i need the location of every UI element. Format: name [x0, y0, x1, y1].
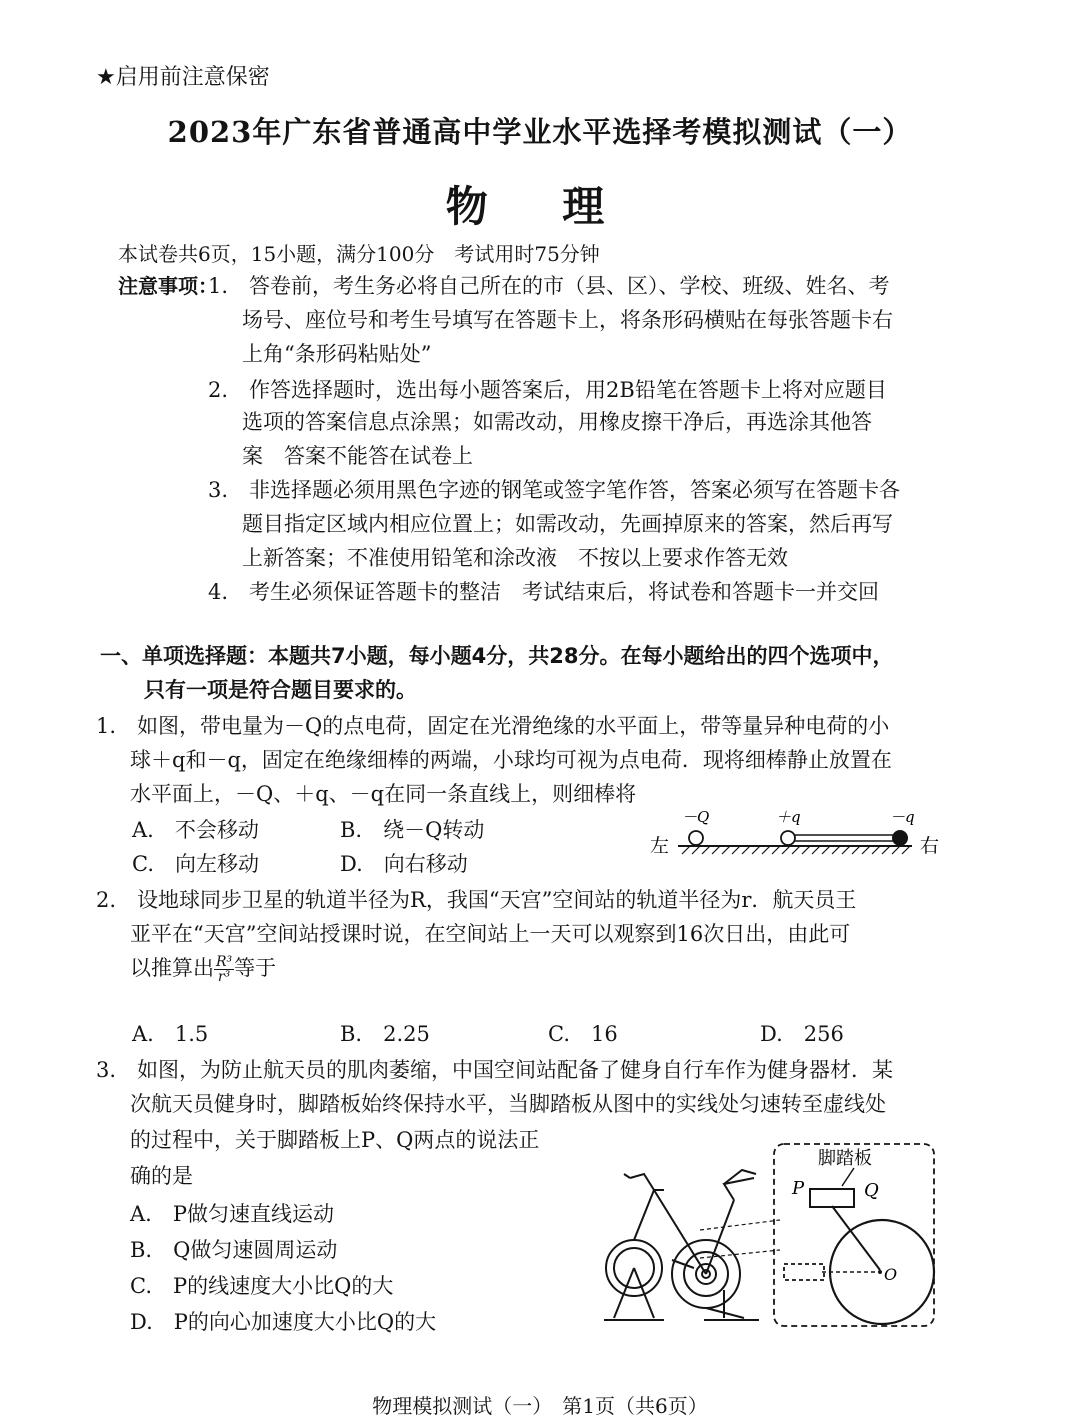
q1-ground-hatch [682, 846, 910, 854]
q1-ball-posq [781, 831, 795, 845]
q1-label-negQ: －Q [682, 808, 710, 826]
notice-item-3-line-2: 题目指定区域内相应位置上；如需改动，先画掉原来的答案，然后再写 [242, 512, 893, 536]
q1-fixed-charge-negQ [689, 831, 703, 845]
notice-item-1-line-3: 上角“条形码粘贴处” [242, 342, 432, 366]
confidential-notice: ★启用前注意保密 [96, 65, 270, 90]
q2-option-c: C. 16 [548, 1022, 618, 1046]
pedal-dashed [784, 1264, 824, 1280]
page-footer: 物理模拟测试（一） 第1页（共6页） [372, 1394, 708, 1418]
q1-figure-right-label: 右 [920, 835, 940, 857]
q1-option-b: B. 绕－Q转动 [340, 818, 485, 842]
crank-center [878, 1270, 882, 1274]
pedal-solid [810, 1189, 854, 1207]
q2-stem-line-3-pre: 以推算出 [130, 956, 214, 980]
q1-figure-left-label: 左 [650, 835, 670, 857]
crank-arm-solid [832, 1206, 880, 1270]
q3-stem-line-2: 次航天员健身时，脚踏板始终保持水平，当脚踏板从图中的实线处匀速转至虚线处 [130, 1092, 886, 1116]
section-heading-line-2: 只有一项是符合题目要求的。 [144, 678, 417, 702]
q3-stem-line-1: 3. 如图，为防止航天员的肌肉萎缩，中国空间站配备了健身自行车作为健身器材．某 [96, 1058, 894, 1082]
q1-figure [650, 808, 945, 860]
notice-item-3-line-3: 上新答案；不准使用铅笔和涂改液 不按以上要求作答无效 [242, 546, 788, 570]
q2-option-a: A. 1.5 [132, 1022, 209, 1046]
subject-title: 物 理 [445, 182, 635, 231]
q1-label-negq: －q [890, 808, 915, 826]
q1-stem-line-3: 水平面上，－Q、＋q、－q在同一条直线上，则细棒将 [130, 782, 637, 806]
q3-stem-line-4: 确的是 [130, 1164, 193, 1188]
notice-item-3-line-1: 3. 非选择题必须用黑色字迹的钢笔或签字笔作答，答案必须写在答题卡各 [208, 478, 901, 502]
q3-option-c: C. P的线速度大小比Q的大 [130, 1274, 394, 1298]
q1-insulating-rod [794, 835, 896, 841]
q2-fraction-numerator: R³ [216, 954, 233, 970]
q3-option-a: A. P做匀速直线运动 [130, 1202, 334, 1226]
q2-stem-line-3 [130, 952, 276, 984]
point-p-label: P [792, 1178, 805, 1199]
notice-item-2-line-3: 案 答案不能答在试卷上 [242, 444, 473, 468]
q3-stem-line-3: 的过程中，关于脚踏板上P、Q两点的说法正 [130, 1128, 540, 1152]
notice-item-1-line-2: 场号、座位号和考生号填写在答题卡上，将条形码横贴在每张答题卡右 [242, 308, 893, 332]
q2-stem-line-3-post: 等于 [234, 956, 277, 980]
notice-item-2-line-2: 选项的答案信息点涂黑；如需改动，用橡皮擦干净后，再选涂其他答 [242, 410, 872, 434]
section-heading: 一、单项选择题：本题共7小题，每小题4分，共28分。在每小题给出的四个选项中， [100, 644, 894, 668]
q2-stem-line-2: 亚平在“天宫”空间站授课时说，在空间站上一天可以观察到16次日出，由此可 [130, 922, 851, 946]
exam-info: 本试卷共6页，15小题，满分100分 考试用时75分钟 [118, 242, 600, 266]
exam-title: 2023年广东省普通高中学业水平选择考模拟测试（一） [167, 115, 913, 149]
q3-option-b: B. Q做匀速圆周运动 [130, 1238, 338, 1262]
q2-stem-line-1: 2. 设地球同步卫星的轨道半径为R，我国“天宫”空间站的轨道半径为r．航天员王 [96, 888, 857, 912]
q3-option-d: D. P的向心加速度大小比Q的大 [130, 1310, 437, 1334]
q1-ball-negq [892, 830, 908, 846]
notice-item-2-line-1: 2. 作答选择题时，选出每小题答案后，用2B铅笔在答题卡上将对应题目 [208, 378, 887, 402]
notice-item-1-line-1: 1. 答卷前，考生务必将自己所在的市（县、区）、学校、班级、姓名、考 [208, 274, 890, 298]
notice-item-4-line-1: 4. 考生必须保证答题卡的整洁 考试结束后，将试卷和答题卡一并交回 [208, 580, 880, 604]
q1-option-a: A. 不会移动 [132, 818, 259, 842]
q2-option-d: D. 256 [760, 1022, 844, 1046]
q3-pedal-detail [772, 1142, 938, 1330]
q2-fraction-denominator: r³ [217, 969, 231, 985]
q2-fraction [214, 955, 234, 984]
q1-stem-line-2: 球＋q和－q，固定在绝缘细棒的两端，小球均可视为点电荷．现将细棒静止放置在 [130, 748, 892, 772]
pedal-label: 脚踏板 [818, 1148, 872, 1169]
q1-label-posq: ＋q [776, 808, 801, 826]
q1-option-c: C. 向左移动 [132, 852, 259, 876]
q1-stem-line-1: 1. 如图，带电量为－Q的点电荷，固定在光滑绝缘的水平面上，带等量异种电荷的小 [96, 714, 890, 738]
notice-label: 注意事项： [118, 274, 218, 298]
q1-option-d: D. 向右移动 [340, 852, 468, 876]
point-q-label: Q [864, 1180, 879, 1201]
q2-option-b: B. 2.25 [340, 1022, 430, 1046]
point-o-label: O [884, 1265, 898, 1284]
